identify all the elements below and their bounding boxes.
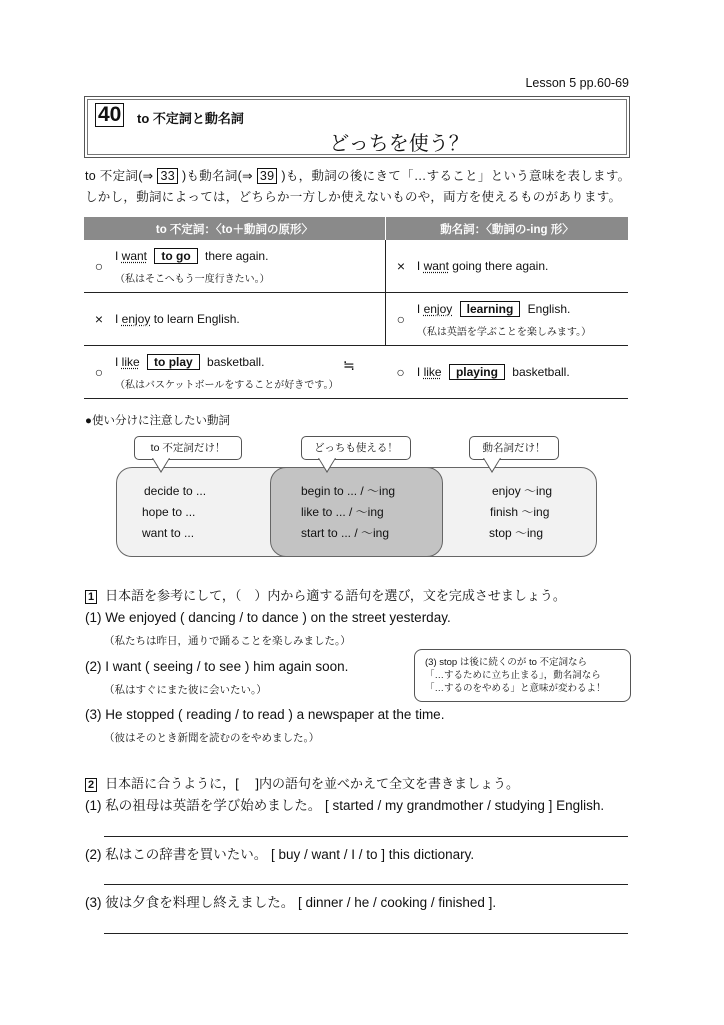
- verb-item: want to ...: [142, 526, 195, 540]
- translation: （私はそこへもう一度行きたい。）: [115, 273, 270, 285]
- exercise-number: 1: [85, 590, 97, 604]
- unit-subtitle: to 不定詞と動名詞: [137, 111, 244, 126]
- translation: （私は英語を学ぶことを楽しみます。）: [416, 326, 592, 338]
- title-box: [84, 96, 630, 158]
- verb: want: [121, 248, 148, 263]
- intro-text: )も，動詞の後にきて「…すること」という意味を表します。: [281, 169, 631, 183]
- intro-text: )も動名詞(⇒: [181, 169, 253, 183]
- verb-list-to-infinitive: [142, 481, 206, 544]
- bubble-both: どっちも使える！: [301, 436, 411, 460]
- answer-line-1[interactable]: [104, 836, 628, 837]
- verb-item: decide to ...: [144, 484, 207, 498]
- bubble-tail-fill: [484, 458, 500, 471]
- verb-item: enjoy ～ing: [492, 484, 553, 498]
- answer-box: to play: [147, 354, 200, 370]
- correct-mark-icon: ○: [385, 346, 416, 399]
- intro-text: to 不定詞(⇒: [85, 169, 154, 183]
- verb-item: like to ... / ～ing: [301, 505, 384, 519]
- correct-mark-icon: ○: [84, 240, 114, 293]
- exercise-instruction: 日本語に合うように，[ ]内の語句を並べかえて全文を書きましょう。: [105, 776, 519, 791]
- note-line: (3) stop は後に続くのが to 不定詞なら: [425, 657, 588, 668]
- bubble-tail-fill: [153, 458, 169, 471]
- lesson-reference: Lesson 5 pp.60-69: [525, 76, 629, 90]
- verbs-heading: ●使い分けに注意したい動詞: [85, 415, 230, 427]
- hint-note: [414, 649, 631, 702]
- example-cell: I enjoy to learn English.: [114, 293, 385, 346]
- answer-box: playing: [449, 364, 505, 380]
- verb-item: hope to ...: [142, 505, 196, 519]
- exercise-1-heading: [85, 585, 566, 604]
- table-row: [84, 346, 628, 399]
- question-1-1-translation: （私たちは昨日，通りで踊ることを楽しみました。）: [104, 635, 351, 647]
- answer-line-2[interactable]: [104, 884, 628, 885]
- bubble-gerund-only: 動名詞だけ！: [469, 436, 559, 460]
- example-cell: I enjoy learning English. （私は英語を学ぶことを楽しみます。）: [416, 293, 628, 346]
- question-2-1: (1) 私の祖母は英語を学び始めました。 [ started / my grandmother / studying ] English.: [85, 798, 605, 813]
- header-gerund: 動名詞：〈動詞の-ing 形〉: [385, 217, 628, 240]
- table-row: [84, 240, 628, 293]
- wrong-mark-icon: ×: [84, 293, 114, 346]
- approx-equal-icon: ≒: [343, 357, 355, 373]
- question-1-3-translation: （彼はそのとき新聞を読むのをやめました。）: [104, 732, 320, 744]
- question-1-3: (3) He stopped ( reading / to read ) a newspaper at the time.: [85, 707, 445, 722]
- bubble-to-infinitive-only: to 不定詞だけ！: [134, 436, 242, 460]
- correct-mark-icon: ○: [385, 293, 416, 346]
- verb-item: start to ... / ～ing: [301, 526, 390, 540]
- bubble-tail-fill: [319, 458, 335, 471]
- question-1-1: (1) We enjoyed ( dancing / to dance ) on the street yesterday.: [85, 610, 451, 625]
- intro-line-2: しかし，動詞によっては，どちらか一方しか使えないものや，両方を使えるものがあります。: [85, 190, 622, 204]
- example-cell: I want to go there again. （私はそこへもう一度行きたい。）: [114, 240, 385, 293]
- verb: enjoy: [121, 312, 151, 326]
- verb: like: [423, 365, 442, 379]
- page-title: どっちを使う？: [329, 133, 469, 155]
- note-line: 「…するのをやめる」と意味が変わるよ！: [425, 683, 606, 694]
- exercise-number: 2: [85, 778, 97, 792]
- note-line: 「…するために立ち止まる」，動名詞なら: [425, 670, 601, 681]
- answer-box: to go: [154, 248, 197, 264]
- verb-item: stop ～ing: [489, 526, 544, 540]
- exercise-instruction: 日本語を参考にして，（ ）内から適する語句を選び，文を完成させましょう。: [105, 588, 566, 603]
- table-row: [84, 293, 628, 346]
- answer-box: learning: [460, 301, 521, 317]
- question-2-2: (2) 私はこの辞書を買いたい。 [ buy / want / I / to ] this dictionary.: [85, 847, 475, 862]
- example-cell: I want going there again.: [416, 240, 628, 293]
- example-cell: I like playing basketball.: [416, 346, 628, 399]
- question-1-2-translation: （私はすぐにまた彼に会いたい。）: [104, 684, 267, 696]
- intro-line-1: [85, 166, 630, 184]
- verb-item: begin to ... / ～ing: [301, 484, 396, 498]
- verb-list-gerund: [489, 481, 552, 544]
- exercise-2-heading: [85, 773, 519, 792]
- wrong-mark-icon: ×: [385, 240, 416, 293]
- question-2-3: (3) 彼は夕食を料理し終えました。 [ dinner / he / cooking / finished ].: [85, 895, 497, 910]
- question-1-2: (2) I want ( seeing / to see ) him again soon.: [85, 659, 349, 674]
- answer-line-3[interactable]: [104, 933, 628, 934]
- unit-number: 40: [95, 103, 124, 127]
- example-cell: I like to play basketball. （私はバスケットボールをすることが好きです。）: [114, 346, 385, 399]
- header-to-infinitive: to 不定詞：〈to＋動詞の原形〉: [84, 217, 385, 240]
- verb-list-both: [301, 481, 395, 544]
- reference-box-39: 39: [257, 168, 278, 184]
- correct-mark-icon: ○: [84, 346, 114, 399]
- comparison-table: [84, 217, 628, 399]
- verb-item: finish ～ing: [490, 505, 550, 519]
- verb: like: [121, 354, 140, 369]
- verb: want: [423, 259, 449, 273]
- reference-box-33: 33: [157, 168, 178, 184]
- translation: （私はバスケットボールをすることが好きです。）: [115, 379, 339, 391]
- verb: enjoy: [423, 301, 453, 316]
